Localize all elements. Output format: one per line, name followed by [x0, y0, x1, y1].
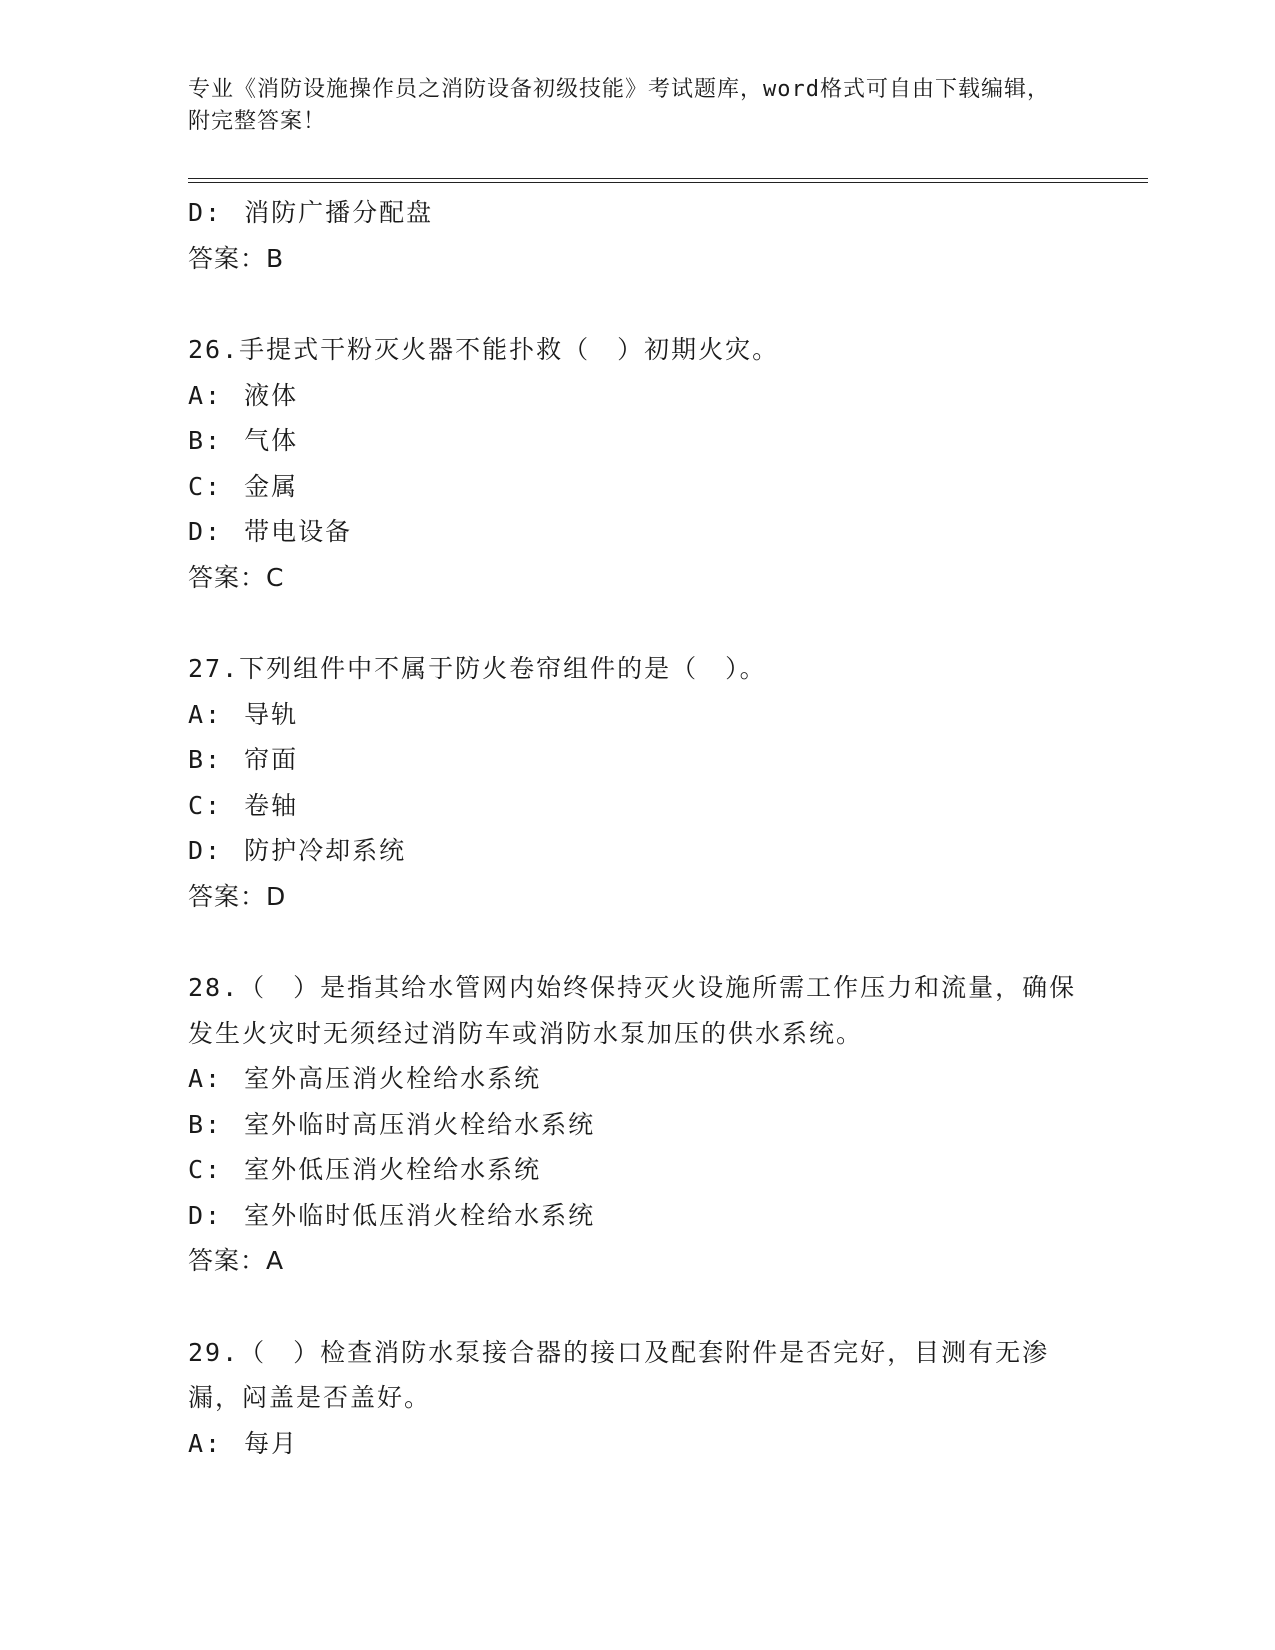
option-text: 室外临时低压消火栓给水系统: [244, 1200, 596, 1230]
question-list: [188, 190, 1088, 1466]
option-letter: C:: [188, 1155, 223, 1184]
question-text: 28.（ ）是指其给水管网内始终保持灭火设施所需工作压力和流量，确保发生火灾时无须经过消防车或消防水泵加压的供水系统。: [188, 973, 1077, 1048]
option-letter: A:: [188, 1064, 223, 1093]
spacer: [188, 600, 1088, 646]
option-letter: B:: [188, 745, 223, 774]
option-letter: C:: [188, 790, 223, 820]
option-letter: A:: [188, 699, 223, 729]
option-letter: A:: [188, 380, 223, 410]
header-divider: [188, 178, 1148, 183]
answer-line: 答案：A: [188, 1246, 285, 1275]
option-b: [188, 737, 1088, 783]
option-text: 室外低压消火栓给水系统: [244, 1155, 542, 1184]
option-letter: B:: [188, 426, 223, 455]
option-c: [188, 1147, 1088, 1193]
option-d: [188, 828, 1088, 874]
option-letter: D:: [188, 198, 223, 227]
question-block: [188, 327, 1088, 600]
option-text: 防护冷却系统: [244, 836, 407, 865]
option-text: 带电设备: [244, 517, 353, 546]
question-text: 26.手提式干粉灭火器不能扑救（ ）初期火灾。: [188, 335, 780, 364]
option-d: [188, 509, 1088, 555]
option-c: [188, 464, 1088, 510]
option-b: [188, 1102, 1088, 1148]
option-text: 卷轴: [244, 790, 299, 820]
question-block: [188, 965, 1088, 1284]
option-text: 消防广播分配盘: [244, 198, 434, 227]
question-text: 29.（ ）检查消防水泵接合器的接口及配套附件是否完好，目测有无渗漏，闷盖是否盖好。: [188, 1337, 1050, 1412]
question-block: [188, 646, 1088, 919]
answer-line: 答案：B: [188, 243, 285, 273]
option-text: 金属: [244, 471, 299, 501]
question-block: [188, 190, 1088, 281]
option-text: 室外临时高压消火栓给水系统: [244, 1109, 596, 1139]
option-letter: D:: [188, 836, 223, 865]
option-letter: D:: [188, 517, 223, 546]
option-letter: D:: [188, 1200, 223, 1230]
option-text: 室外高压消火栓给水系统: [244, 1064, 542, 1093]
option-text: 帘面: [244, 745, 299, 774]
option-a: [188, 692, 1088, 738]
option-d: [188, 190, 1088, 236]
document-header: 专业《消防设施操作员之消防设备初级技能》考试题库，word格式可自由下载编辑，附完整答案！: [188, 77, 1050, 134]
option-letter: B:: [188, 1109, 223, 1139]
question-block: [188, 1330, 1088, 1467]
answer-line: 答案：C: [188, 562, 285, 592]
question-text: 27.下列组件中不属于防火卷帘组件的是（ ）。: [188, 654, 767, 683]
option-a: [188, 1421, 1088, 1467]
option-letter: A:: [188, 1428, 223, 1458]
option-a: [188, 1056, 1088, 1102]
option-d: [188, 1193, 1088, 1239]
spacer: [188, 919, 1088, 965]
spacer: [188, 281, 1088, 327]
option-text: 气体: [244, 426, 299, 455]
option-text: 导轨: [244, 699, 299, 729]
option-text: 每月: [244, 1428, 299, 1458]
spacer: [188, 1284, 1088, 1330]
option-text: 液体: [244, 380, 299, 410]
option-letter: C:: [188, 471, 223, 501]
option-a: [188, 373, 1088, 419]
option-c: [188, 783, 1088, 829]
option-b: [188, 418, 1088, 464]
answer-line: 答案：D: [188, 881, 287, 911]
